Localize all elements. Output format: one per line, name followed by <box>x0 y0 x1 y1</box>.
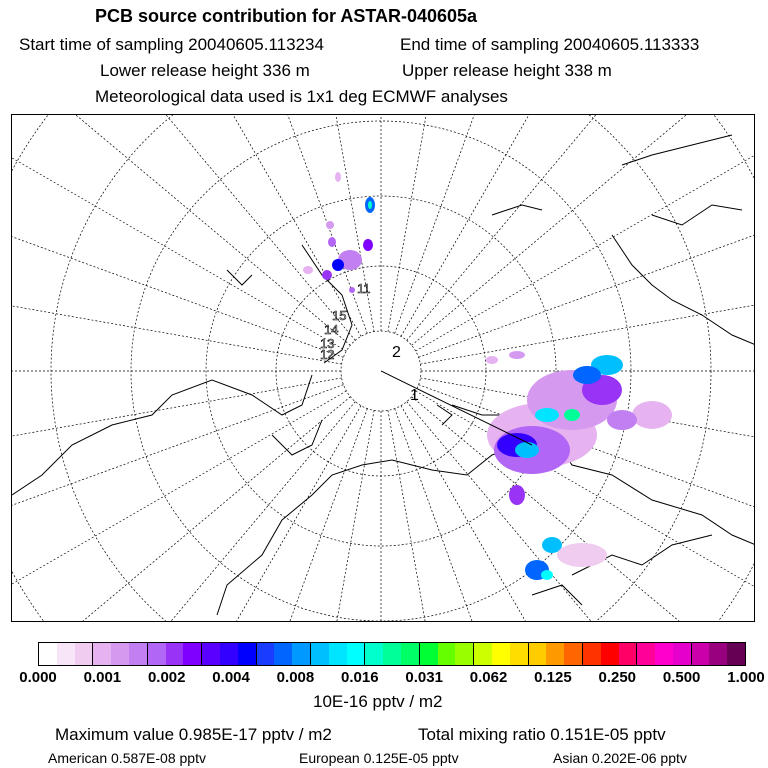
graticule <box>12 115 755 622</box>
coastline-segment <box>652 205 742 225</box>
meridian-line <box>416 115 755 351</box>
colorbar-tick-label: 0.004 <box>212 669 250 686</box>
colorbar-swatch <box>419 643 438 665</box>
meridian-line <box>107 409 367 622</box>
colorbar-swatch <box>183 643 201 665</box>
maximum-value-label: Maximum value 0.985E-17 pptv / m2 <box>55 725 332 744</box>
meridian-line <box>12 402 355 622</box>
coastline-segment <box>12 375 312 495</box>
colorbar-swatch <box>147 643 166 665</box>
colorbar-swatch <box>75 643 93 665</box>
meridian-line <box>12 232 342 364</box>
colorbar-tick-label: 0.001 <box>83 669 122 686</box>
colorbar-swatch <box>455 643 473 665</box>
meridian-line <box>12 378 342 510</box>
colorbar-tick-label: 0.125 <box>534 669 572 686</box>
colorbar-swatch <box>438 643 456 665</box>
met-data-label: Meteorological data used is 1x1 deg ECMWF analyses <box>95 87 508 106</box>
meridian-line <box>12 115 361 336</box>
meridian-line <box>401 115 755 336</box>
polar-map-panel <box>11 114 755 622</box>
colorbar-swatch <box>673 643 691 665</box>
meridian-line <box>12 385 343 622</box>
meridian-line <box>388 115 520 332</box>
concentration-blob <box>363 239 373 251</box>
upper-release-height-label: Upper release height 338 m <box>402 61 612 80</box>
concentration-field <box>303 172 672 580</box>
colorbar-tick-label: 0.031 <box>405 669 443 686</box>
colorbar-swatch <box>274 643 292 665</box>
end-time-label: End time of sampling 20040605.113333 <box>400 35 700 54</box>
colorbar-swatch <box>92 643 111 665</box>
trajectory-line <box>381 371 532 445</box>
marker-2: 2 <box>392 344 401 361</box>
meridian-line <box>395 115 655 333</box>
coastline-segment <box>622 135 732 165</box>
colorbar-swatch <box>619 643 637 665</box>
colorbar-tick-label: 0.250 <box>598 669 637 686</box>
colorbar-tick-label: 0.062 <box>469 669 508 686</box>
meridian-line <box>407 115 755 340</box>
concentration-blob <box>349 287 355 293</box>
coastline-segment <box>227 270 252 285</box>
meridian-line <box>419 115 755 357</box>
marker-15: 15 <box>332 308 347 323</box>
meridian-line <box>242 410 374 622</box>
colorbar-swatch <box>528 643 547 665</box>
marker-11: 11 <box>357 281 371 296</box>
concentration-blob <box>515 442 539 458</box>
coastline-segment <box>492 205 542 215</box>
concentration-blob <box>368 201 372 209</box>
colorbar-swatch <box>546 643 564 665</box>
concentration-blob <box>328 237 336 247</box>
colorbar-swatch <box>39 643 57 665</box>
meridian-line <box>12 115 350 345</box>
colorbar-tick-label: 0.008 <box>276 669 315 686</box>
american-contribution-label: American 0.587E-08 pptv <box>48 750 206 766</box>
colorbar <box>38 642 746 666</box>
colorbar-swatch <box>166 643 184 665</box>
total-mixing-ratio-label: Total mixing ratio 0.151E-05 pptv <box>418 725 666 744</box>
concentration-blob <box>335 172 341 182</box>
meridian-line <box>412 115 755 345</box>
colorbar-swatch <box>691 643 710 665</box>
concentration-blob <box>541 570 553 580</box>
colorbar-swatch <box>492 643 510 665</box>
colorbar-swatch <box>582 643 601 665</box>
meridian-line <box>12 391 346 622</box>
meridian-line <box>242 115 374 332</box>
polar-map-svg <box>12 115 755 622</box>
colorbar-swatch <box>329 643 347 665</box>
colorbar-swatch <box>292 643 310 665</box>
colorbar-swatch <box>256 643 275 665</box>
concentration-blob <box>303 266 313 274</box>
colorbar-swatch <box>364 643 383 665</box>
european-contribution-label: European 0.125E-05 pptv <box>299 750 459 766</box>
concentration-blob <box>557 543 607 567</box>
concentration-blob <box>486 356 498 364</box>
colorbar-swatch <box>201 643 220 665</box>
marker-14: 14 <box>324 322 339 337</box>
colorbar-swatch <box>347 643 365 665</box>
colorbar-swatch <box>727 643 745 665</box>
colorbar-swatch <box>220 643 238 665</box>
colorbar-swatch <box>57 643 75 665</box>
coastlines <box>12 135 755 615</box>
meridian-line <box>420 232 755 364</box>
colorbar-swatch <box>383 643 401 665</box>
meridian-line <box>12 397 350 622</box>
concentration-blob <box>509 485 525 505</box>
colorbar-swatch <box>564 643 582 665</box>
colorbar-tick-label: 0.500 <box>662 669 701 686</box>
colorbar-tick-label: 0.016 <box>341 669 379 686</box>
concentration-blob <box>332 259 344 271</box>
coastline-segment <box>272 420 322 455</box>
marker-13: 13 <box>320 336 335 351</box>
start-time-label: Start time of sampling 20040605.113234 <box>19 35 324 54</box>
colorbar-swatch <box>111 643 129 665</box>
colorbar-tick-label: 1.000 <box>727 669 765 686</box>
marker-12: 12 <box>320 347 335 362</box>
colorbar-swatch <box>709 643 727 665</box>
concentration-blob <box>535 408 559 422</box>
coastline-segment <box>612 235 755 345</box>
trajectory-track <box>381 371 532 445</box>
concentration-blob <box>607 410 637 430</box>
colorbar-swatch <box>310 643 329 665</box>
colorbar-swatch <box>238 643 256 665</box>
colorbar-tick-label: 0.000 <box>19 669 57 686</box>
marker-1: 1 <box>410 387 419 404</box>
meridian-line <box>12 406 361 622</box>
colorbar-swatch <box>473 643 492 665</box>
colorbar-swatch <box>655 643 673 665</box>
concentration-blob <box>564 409 580 421</box>
lower-release-height-label: Lower release height 336 m <box>100 61 310 80</box>
colorbar-swatch <box>636 643 655 665</box>
concentration-blob <box>573 366 601 384</box>
colorbar-swatch <box>129 643 147 665</box>
asian-contribution-label: Asian 0.202E-06 pptv <box>553 750 687 766</box>
concentration-blob <box>632 401 672 429</box>
chart-title: PCB source contribution for ASTAR-040605a <box>95 6 478 26</box>
meridian-line <box>12 115 346 351</box>
concentration-blob <box>322 270 332 280</box>
concentration-blob <box>509 351 525 359</box>
colorbar-units: 10E-16 pptv / m2 <box>313 692 443 711</box>
colorbar-swatch <box>601 643 619 665</box>
colorbar-swatch <box>510 643 528 665</box>
concentration-blob <box>326 221 334 229</box>
colorbar-tick-label: 0.002 <box>147 669 186 686</box>
colorbar-swatch <box>401 643 419 665</box>
